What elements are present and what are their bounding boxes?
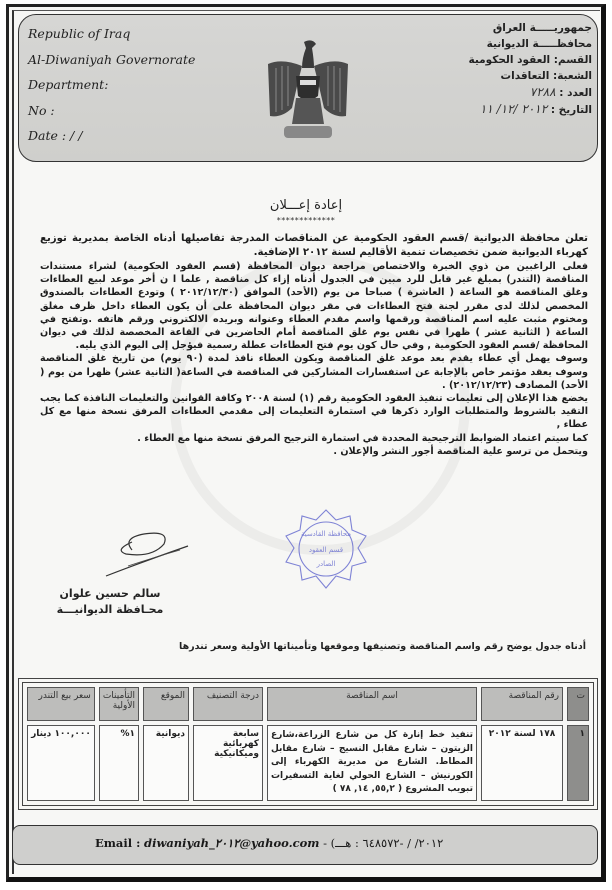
date-value: ٢٠١٢ /١٢/ ١١	[479, 102, 548, 116]
cell-price: ١٠٠,٠٠٠ دينار	[27, 725, 95, 801]
division-ar: الشعبة: التعاقدات	[500, 70, 592, 82]
section-ar: القسم: العقود الحكومية	[468, 54, 592, 66]
header-index: ت	[567, 687, 589, 721]
stamp-line-3: الصادر	[316, 560, 336, 568]
table-row	[27, 725, 589, 801]
cell-tender-name: تنفيذ خط إنارة كل من شارع الزراعة،شارع الزيتون – شارع مقابل النسيج – شارع مقابل المطاط. الشارع من مديرية الكهرباء إلى الكورنيش – الشارع الحولي لغاية التسفيرات تبويب المشروع ( ٥٥,٢, ١٤, ٧٨ )	[267, 725, 477, 801]
table-caption: أدناه جدول يوضح رقم واسم المناقصة وتصنيفها وموقعها وتأميناتها الأولية وسعر تندرها	[179, 641, 586, 652]
signature-scribble-icon	[92, 528, 192, 580]
header-tender-number: رقم المناقصة	[481, 687, 563, 721]
header-deposit: التأمينات الأولية	[99, 687, 139, 721]
governorate-en: Al-Diwaniyah Governorate	[28, 51, 196, 67]
country-ar: جمهوريـــــة العراق	[492, 22, 592, 34]
department-en: Department:	[28, 77, 109, 92]
letterhead-arabic	[382, 20, 592, 118]
cell-location: ديوانية	[143, 725, 189, 801]
paragraph-fees: ويتحمل من ترسو علية المناقصة أجور النشر والإعلان .	[333, 445, 588, 457]
number-value: ٧٢٨٨	[529, 85, 556, 99]
number-en: No :	[28, 102, 55, 118]
official-stamp-icon	[280, 508, 372, 592]
cell-deposit: ١%	[99, 725, 139, 801]
signatory-title: محـافظة الديوانيـــة	[56, 603, 164, 616]
iraq-eagle-emblem-icon	[262, 38, 354, 144]
cell-tender-number: ١٧٨ لسنة ٢٠١٢	[481, 725, 563, 801]
header-location: الموقع	[143, 687, 189, 721]
stamp-line-1: محافظة القادسية	[300, 530, 352, 538]
date-label: التاريخ :	[550, 104, 592, 116]
tender-table	[22, 682, 594, 806]
cell-classification: سابعة كهربائية وميكانيكية	[193, 725, 263, 801]
number-label: العدد :	[559, 87, 592, 99]
paragraph-regulations: يخضع هذا الإعلان إلى تعليمات تنفيذ العقود الحكومية رقم (١) لسنة ٢٠٠٨ وكافة القوانين والتعليمات النافذة كما يجب التقيد بالشروط والمتطلبات الوارد ذكرها في استمارة التعليمات إلى مقدمي العطاءات المرفق نسخة منها مع كل عطاء ,	[40, 393, 588, 431]
number-ar	[382, 84, 592, 101]
title-stars-divider: *************	[276, 216, 336, 225]
phone-and-date: - (٢٠١٢/ / -٦٤٨٥٧٢ : هـــ	[319, 836, 444, 850]
table-header-row	[27, 687, 589, 721]
announcement-title: إعادة إعـــلان	[269, 198, 343, 213]
header-tender-name: اسم المناقصة	[267, 687, 477, 721]
date-ar	[382, 101, 592, 118]
paragraph-criteria: كما سيتم اعتماد الضوابط الترجيحية المحددة في استمارة الترجيح المرفق نسخة منها مع العطاء .	[137, 432, 588, 444]
paragraph-intro: تعلن محافظة الديوانية /قسم العقود الحكومية عن المناقصات المدرجة تفاصيلها أدناه الخاصة بمديرية توزيع كهرباء الديوانية ضمن تخصيصات تنمية الأقاليم لسنة ٢٠١٢ الإضافية.	[40, 233, 588, 258]
stamp-line-2: قسم العقود	[308, 546, 344, 554]
cell-index: ١	[567, 725, 589, 801]
footer-contact	[95, 836, 535, 850]
date-en: Date : / /	[28, 128, 83, 143]
signatory-block	[40, 586, 180, 618]
letterhead-english	[28, 26, 228, 154]
signatory-name: سالم حسين علوان	[59, 587, 161, 600]
email-link[interactable]: diwaniyah_٢٠١٢@yahoo.com	[144, 836, 320, 850]
tender-table-frame	[18, 678, 598, 810]
country-en: Republic of Iraq	[28, 26, 131, 41]
paragraph-validity: وسوف يهمل أي عطاء يقدم بعد موعد غلق المناقصة ويكون العطاء نافذ لمدة (٩٠ يوم) من تاريخ غلق المناقصة وسوف يعقد مؤتمر خاص بالإجابة عن استفسارات المشاركين في المناقصة في الساعة( الثانية عشر) ظهرا من يوم ( الأحد) المصادف (٢٠١٢/١٢/٢٣) .	[40, 353, 588, 391]
header-price: سعر بيع التندر	[27, 687, 95, 721]
header-classification: درجة التصنيف	[193, 687, 263, 721]
email-label: Email :	[95, 836, 141, 850]
paragraph-purchase: فعلى الراغبين من ذوي الخبرة والاختصاص مراجعة ديوان المحافظة (قسم العقود الحكومية) لشراء مستندات المناقصة (التندر) بمبلغ غير قابل للرد مبين في الجدول أدناه إزاء كل مناقصة , علما ا ن أخر موعد لبيع العطاءات وغلق المناقصة هو الساعة ( العاشرة ) صباحا من يوم (الأحد) الموافق (٢٠١٢/١٢/٣٠ ) وتودع العطاءات بالصندوق المخصص لذلك لدى مقرر لجنة فتح العطاءات في مقر ديوان المحافظة على أن يكون العطاء داخل ظرف مغلق ومختوم مثبت عليه اسم المناقصة ورقمها واسم مقدم العطاء وعنوانه وبريده الالكتروني ورقم هاتفه .وتفتح في الساعة ( الثانية عشر ) ظهرا في نفس يوم غلق المناقصة أمام الحاضرين في القاعة المخصصة لذلك في ديوان المحافظة /قسم العقود الحكومية , وفي حال كون يوم فتح العطاءات عطلة رسمية فيؤجل إلى اليوم الذي يليه.	[40, 261, 588, 352]
governorate-ar: محافظـــــة الديوانية	[486, 38, 592, 50]
announcement-body	[40, 232, 588, 458]
